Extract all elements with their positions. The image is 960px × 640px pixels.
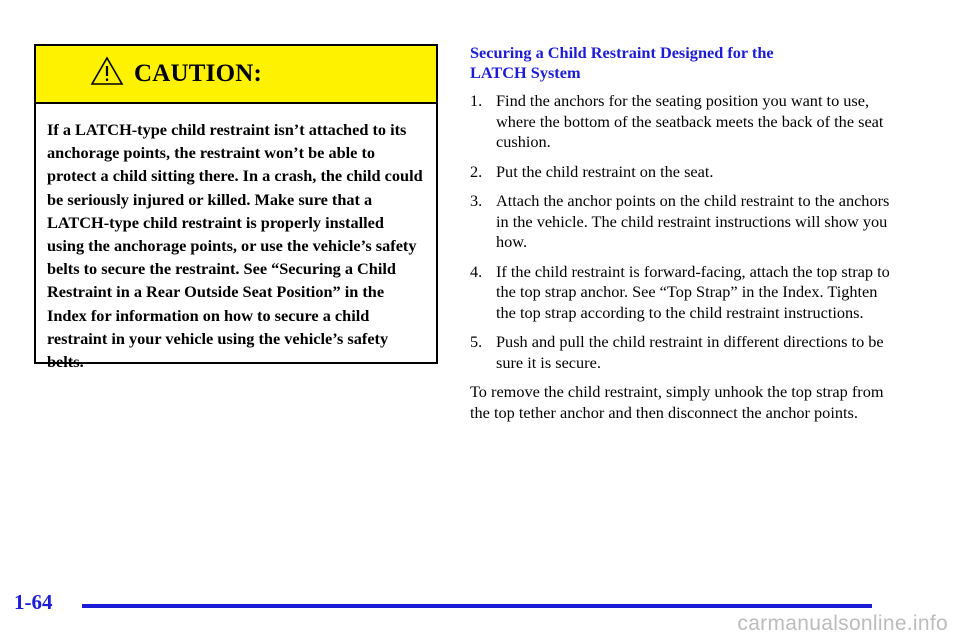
step-number: 3. xyxy=(470,191,483,210)
step-text: Push and pull the child restraint in different directions to be sure it is secure. xyxy=(496,332,884,372)
instructions-column xyxy=(470,43,890,423)
section-title xyxy=(470,43,890,82)
step-item xyxy=(470,332,890,373)
step-number: 2. xyxy=(470,161,483,181)
step-text: Put the child restraint on the seat. xyxy=(496,161,714,181)
section-title-line-1: Securing a Child Restraint Designed for the xyxy=(470,43,774,62)
step-text: If the child restraint is forward-facing, attach the top strap to the top strap anchor. See “Top Strap” in the Index. Tighten the top strap according to the child restraint instructions. xyxy=(496,261,890,322)
step-number: 1. xyxy=(470,91,483,110)
steps-list xyxy=(470,91,890,373)
step-number: 5. xyxy=(470,332,483,351)
caution-header xyxy=(36,46,436,104)
section-title-line-2: LATCH System xyxy=(470,62,581,82)
step-item xyxy=(470,262,890,324)
step-number: 4. xyxy=(470,261,483,281)
step-item xyxy=(470,162,890,183)
step-text: Find the anchors for the seating position you want to use, where the bottom of the seatback meets the back of the seat cushion. xyxy=(496,91,884,151)
footer-rule xyxy=(82,604,872,608)
step-text: Attach the anchor points on the child restraint to the anchors in the vehicle. The child restraint instructions will show you how. xyxy=(496,191,890,251)
caution-box xyxy=(34,44,438,372)
caution-body: If a LATCH-type child restraint isn’t attached to its anchorage points, the restraint won’t be able to protect a child sitting there. In a crash, the child could be seriously injured or killed. Make sure that a LATCH-type child restraint is properly installed using the anchorage points, or use the vehicle’s safety belts to secure the restraint. See “Securing a Child Restraint in a Rear Outside Seat Position” in the Index for information on how to secure a child restraint in your vehicle using the vehicle’s safety belts. xyxy=(47,120,423,372)
warning-triangle-icon xyxy=(90,56,124,86)
step-item xyxy=(470,91,890,153)
watermark: carmanualsonline.info xyxy=(737,612,948,635)
caution-title: CAUTION: xyxy=(134,60,262,87)
page-number: 1-64 xyxy=(14,590,53,614)
closing-paragraph: To remove the child restraint, simply unhook the top strap from the top tether anchor and then disconnect the anchor points. xyxy=(470,382,884,422)
step-item xyxy=(470,191,890,253)
